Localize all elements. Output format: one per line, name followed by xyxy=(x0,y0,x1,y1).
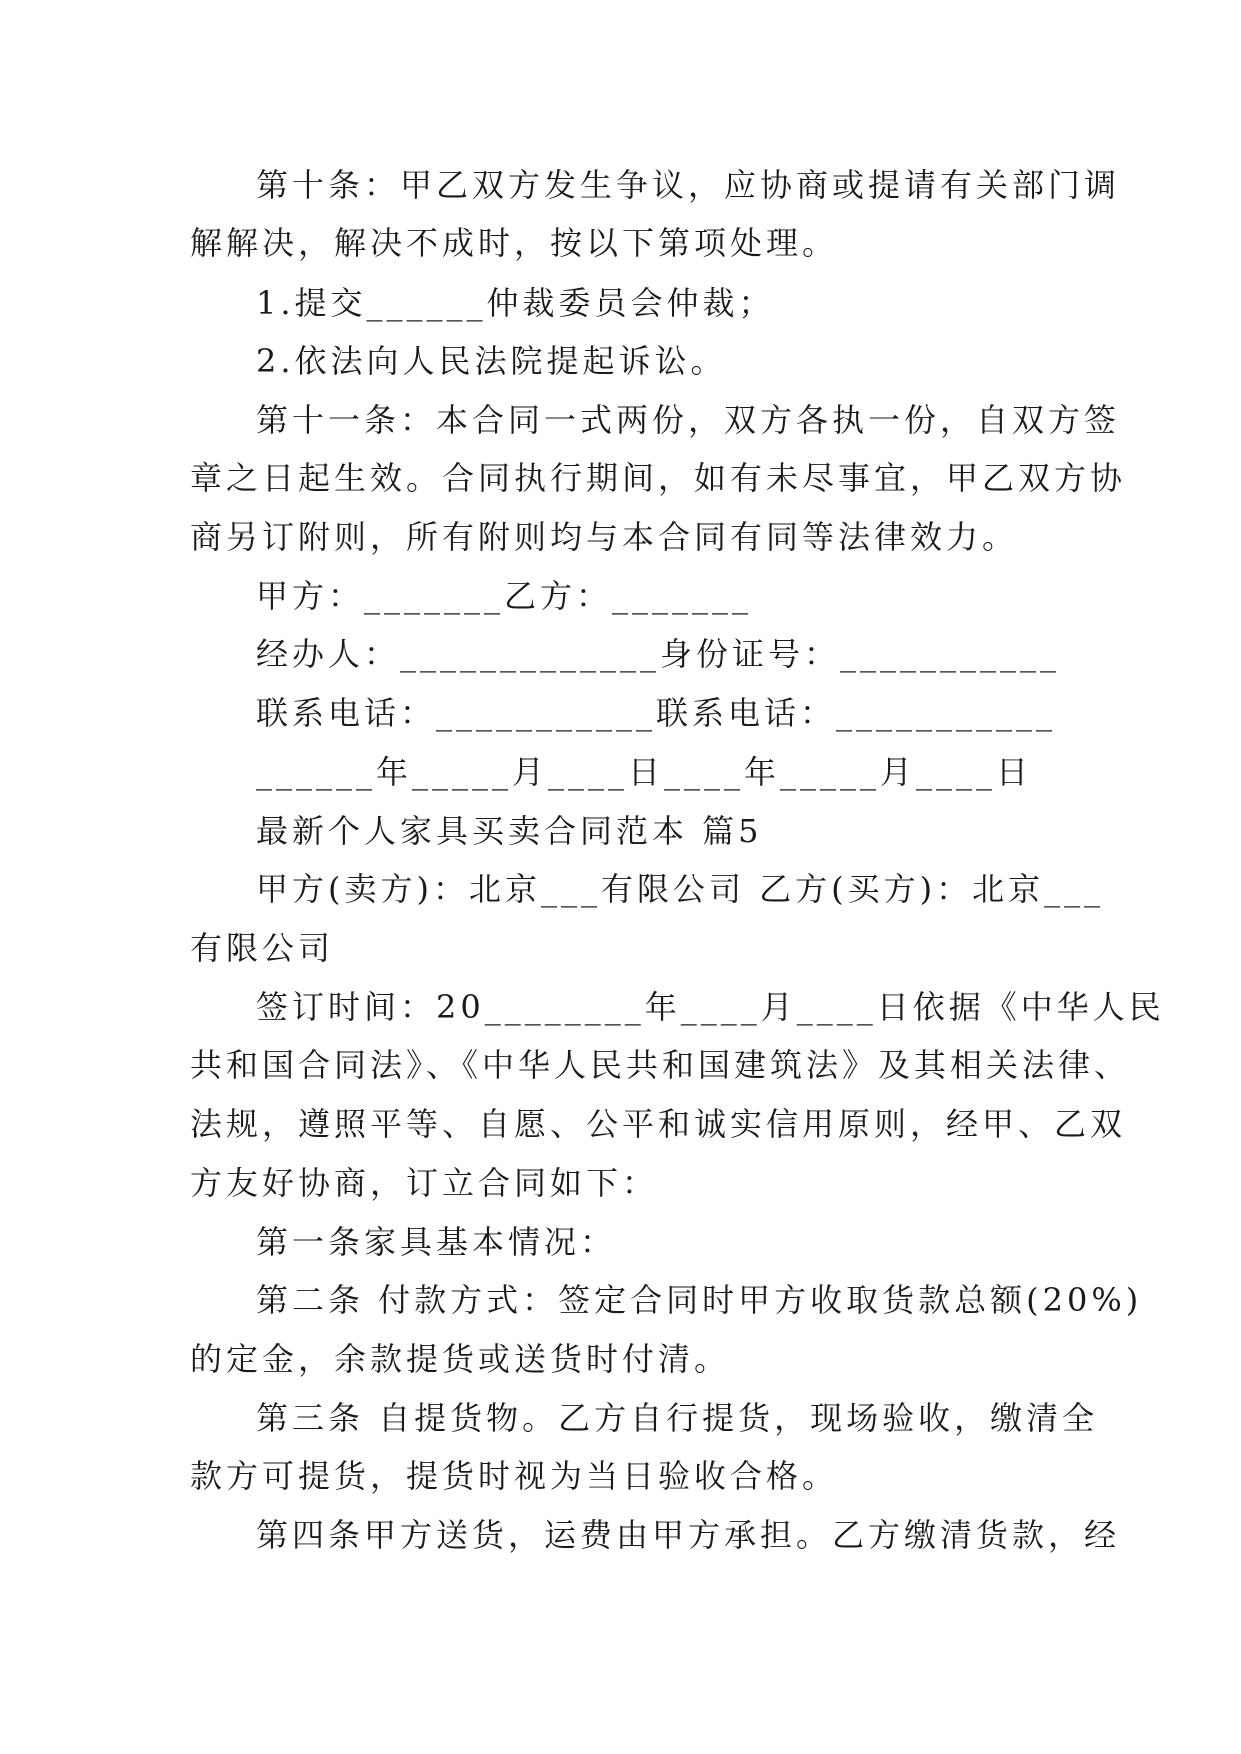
text-line-article10-1: 第十条：甲乙双方发生争议，应协商或提请有关部门调 xyxy=(256,166,1121,204)
text-line-signing-4: 方友好协商，订立合同如下： xyxy=(190,1164,659,1202)
text-line-signing-1: 签订时间：20________年____月____日依据《中华人民 xyxy=(256,988,1165,1026)
text-line-article3-2: 款方可提货，提货时视为当日验收合格。 xyxy=(190,1457,839,1495)
text-line-arbitration: 1.提交______仲裁委员会仲裁； xyxy=(256,284,775,322)
text-line-article1: 第一条家具基本情况： xyxy=(256,1223,617,1261)
text-line-article3-1: 第三条 自提货物。乙方自行提货，现场验收，缴清全 xyxy=(256,1399,1099,1437)
text-line-article2-1: 第二条 付款方式：签定合同时甲方收取货款总额(20%) xyxy=(256,1281,1143,1319)
text-line-article4-1: 第四条甲方送货，运费由甲方承担。乙方缴清货款，经 xyxy=(256,1516,1121,1554)
text-line-seller-buyer-2: 有限公司 xyxy=(190,929,335,967)
text-line-seller-buyer-1: 甲方(卖方)：北京___有限公司 乙方(买方)：北京___ xyxy=(256,870,1105,908)
text-line-article11-2: 章之日起生效。合同执行期间，如有未尽事宜，甲乙双方协 xyxy=(190,459,1127,497)
text-line-phones: 联系电话：___________联系电话：___________ xyxy=(256,694,1057,732)
text-line-article10-2: 解解决，解决不成时，按以下第项处理。 xyxy=(190,224,839,262)
text-line-parties: 甲方：_______乙方：_______ xyxy=(256,577,753,615)
text-line-article11-1: 第十一条：本合同一式两份，双方各执一份，自双方签 xyxy=(256,401,1121,439)
text-line-article2-2: 的定金，余款提货或送货时付清。 xyxy=(190,1340,731,1378)
text-line-lawsuit: 2.依法向人民法院提起诉讼。 xyxy=(256,342,727,380)
text-line-signing-2: 共和国合同法》、《中华人民共和国建筑法》及其相关法律、 xyxy=(190,1046,1131,1084)
section-heading: 最新个人家具买卖合同范本 篇5 xyxy=(256,812,763,850)
text-line-agent-id: 经办人：_____________身份证号：___________ xyxy=(256,635,1061,673)
text-line-article11-3: 商另订附则，所有附则均与本合同有同等法律效力。 xyxy=(190,518,1019,556)
text-line-signing-3: 法规，遵照平等、自愿、公平和诚实信用原则，经甲、乙双 xyxy=(190,1105,1127,1143)
text-line-dates: ______年_____月____日____年_____月____日 xyxy=(256,753,1033,791)
